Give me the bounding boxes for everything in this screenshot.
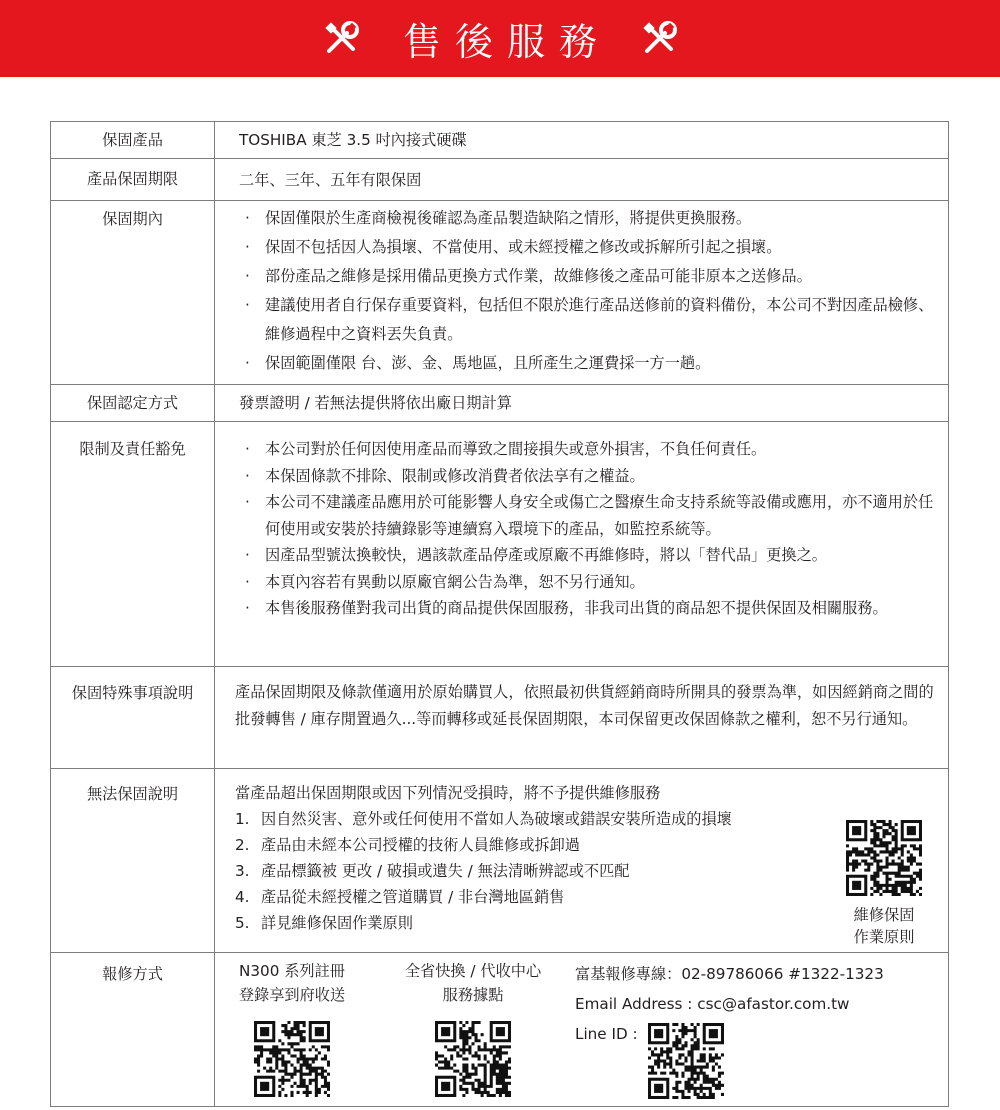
row-label: 無法保固說明: [51, 769, 215, 953]
qr-code-icon: [254, 1021, 330, 1097]
list-item: 1. 因自然災害、意外或任何使用不當如人為破壞或錯誤安裝所造成的損壞: [235, 810, 732, 828]
row-label: 保固特殊事項說明: [51, 667, 215, 769]
n300-register-block[interactable]: [227, 959, 357, 1097]
qr-label: 維修保固: [853, 906, 915, 924]
service-line: 服務據點: [442, 986, 504, 1004]
qr-code-icon: [846, 820, 922, 896]
warranty-table: [50, 121, 949, 1107]
line-id-row: [575, 1019, 884, 1099]
table-row-period: [51, 159, 949, 201]
list-item: · 本頁內容若有異動以原廠官網公告為準，恕不另行通知。: [239, 569, 948, 596]
row-value: [215, 953, 949, 1107]
list-item: · 本售後服務僅對我司出貨的商品提供保固服務，非我司出貨的商品恕不提供保固及相關服務。: [239, 595, 948, 622]
liability-list: [239, 436, 948, 622]
list-item: · 保固僅限於生產商檢視後確認為產品製造缺陷之情形，將提供更換服務。: [239, 204, 948, 233]
service-line: 全省快換 / 代收中心: [404, 962, 542, 980]
list-item: 3. 產品標籤被 更改 / 破損或遺失 / 無法清晰辨認或不匹配: [235, 862, 630, 880]
list-item: · 建議使用者自行保存重要資料，包括但不限於進行產品送修前的資料備份，本公司不對因產品檢修、維修過程中之資料丟失負責。: [239, 291, 948, 349]
table-row-repair: [51, 953, 949, 1107]
row-value: [215, 769, 949, 953]
row-label: 限制及責任豁免: [51, 422, 215, 667]
list-item: 2. 產品由未經本公司授權的技術人員維修或拆卸過: [235, 836, 580, 854]
list-item: · 保固範圍僅限 台、澎、金、馬地區，且所產生之運費採一方一趟。: [239, 349, 948, 378]
row-value: 產品保固期限及條款僅適用於原始購買人，依照最初供貨經銷商時所開具的發票為準，如因經銷商之間的批發轉售 / 庫存閒置過久...等而轉移或延長保固期限，本司保留更改保固條款之權利，恕不另行通知。: [215, 667, 949, 769]
row-label: 報修方式: [51, 953, 215, 1107]
tools-icon: [637, 17, 681, 61]
list-item: · 本公司不建議產品應用於可能影響人身安全或傷亡之醫療生命支持系統等設備或應用，亦不適用於任何使用或安裝於持續錄影等連續寫入環境下的產品，如監控系統等。: [239, 489, 948, 542]
list-item: · 保固不包括因人為損壞、不當使用、或未經授權之修改或拆解所引起之損壞。: [239, 233, 948, 262]
table-row-product: [51, 122, 949, 159]
qr-label: 作業原則: [853, 928, 915, 946]
table-row-special: [51, 667, 949, 769]
row-value: 發票證明 / 若無法提供將依出廠日期計算: [215, 385, 949, 422]
list-item: · 本保固條款不排除、限制或修改消費者依法享有之權益。: [239, 463, 948, 490]
table-row-method: [51, 385, 949, 422]
table-row-liability: [51, 422, 949, 667]
list-item: 4. 產品從未經授權之管道購買 / 非台灣地區銷售: [235, 888, 565, 906]
contact-block: [575, 959, 884, 1099]
header-banner: [0, 0, 1000, 77]
list-item: · 因產品型號汰換較快，遇該款產品停產或原廠不再維修時，將以「替代品」更換之。: [239, 542, 948, 569]
row-label: 保固認定方式: [51, 385, 215, 422]
row-value: [215, 422, 949, 667]
row-value: 二年、三年、五年有限保固: [215, 159, 949, 201]
row-label: 產品保固期限: [51, 159, 215, 201]
service-points-block[interactable]: [383, 959, 563, 1097]
warranty-guide-qr[interactable]: [834, 820, 934, 948]
list-item: 5. 詳見維修保固作業原則: [235, 914, 413, 932]
line-id-label: Line ID :: [575, 1025, 638, 1043]
tools-icon: [319, 17, 363, 61]
row-label: 保固產品: [51, 122, 215, 159]
not-covered-intro: 當產品超出保固期限或因下列情況受損時，將不予提供維修服務: [235, 784, 661, 802]
page-title: 售後服務: [402, 20, 611, 64]
row-value: [215, 201, 949, 385]
coverage-list: [239, 204, 948, 378]
qr-code-icon[interactable]: [648, 1023, 724, 1099]
list-item: · 本公司對於任何因使用產品而導致之間接損失或意外損害，不負任何責任。: [239, 436, 948, 463]
row-value: TOSHIBA 東芝 3.5 吋內接式硬碟: [215, 122, 949, 159]
list-item: · 部份產品之維修是採用備品更換方式作業，故維修後之產品可能非原本之送修品。: [239, 262, 948, 291]
register-line: 登錄享到府收送: [238, 986, 346, 1004]
row-label: 保固期內: [51, 201, 215, 385]
email-link[interactable]: Email Address : csc@afastor.com.tw: [575, 995, 850, 1013]
table-row-coverage: [51, 201, 949, 385]
qr-code-icon: [435, 1021, 511, 1097]
table-row-not-covered: [51, 769, 949, 953]
hotline-text: 富基報修專線：02-89786066 #1322-1323: [575, 965, 884, 983]
register-line: N300 系列註冊: [239, 962, 345, 980]
